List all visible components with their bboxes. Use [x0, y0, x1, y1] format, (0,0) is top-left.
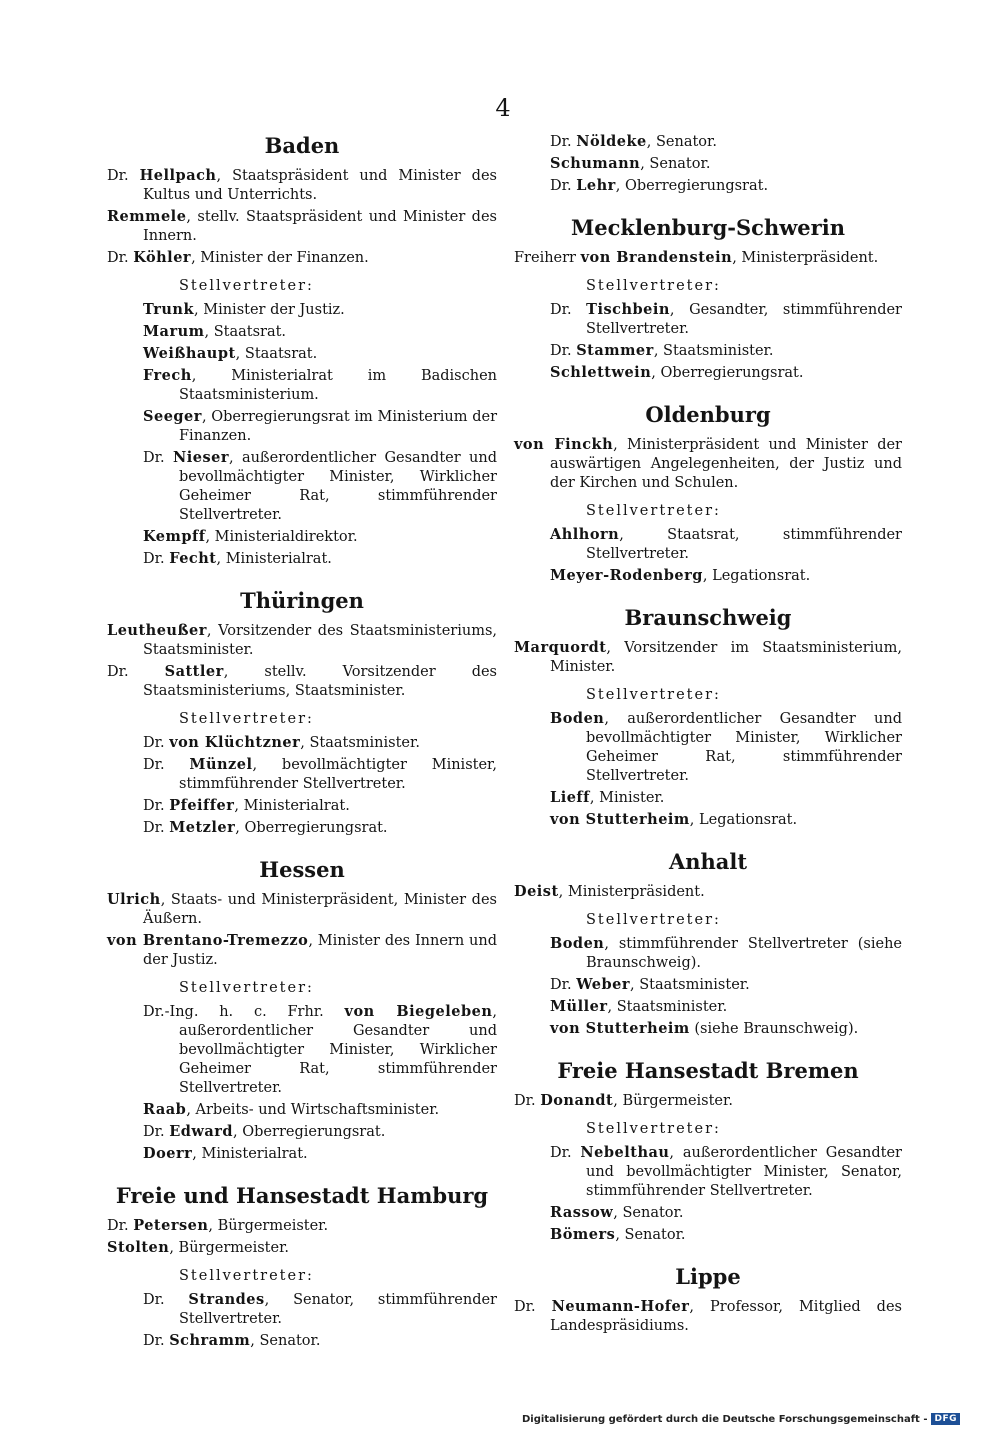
person-entry [107, 662, 497, 701]
person-prefix: Dr. [514, 1093, 541, 1109]
deputies-heading: Stellvertreter: [586, 503, 721, 519]
person-entry [107, 1238, 497, 1258]
state-section [107, 132, 497, 569]
person-entry [143, 322, 497, 342]
person-name: Kempff [143, 528, 206, 545]
person-role: , Ministerialrat. [192, 1146, 308, 1162]
person-name: Nöldeke [576, 133, 647, 150]
person-name: Weber [576, 976, 631, 993]
person-entry [550, 300, 902, 339]
person-name: Lieff [550, 789, 590, 806]
person-prefix: Dr. [143, 1292, 189, 1308]
person-role: , Senator. [615, 1227, 686, 1243]
person-role: , stimmführender Stellvertreter (siehe Braunschweig). [586, 936, 902, 971]
person-entry [143, 1122, 497, 1142]
person-name: von Brandenstein [580, 249, 733, 266]
person-entry [143, 366, 497, 405]
person-name: Deist [514, 883, 559, 900]
person-entry [143, 344, 497, 364]
person-role: , außerordentlicher Gesandter und bevollmächtigter Minister, Wirklicher Geheimer Rat, stimmführender Stellvertreter. [586, 711, 902, 784]
person-entry [550, 1203, 902, 1223]
person-role: , Vorsitzender im Staatsministerium, Minister. [550, 640, 902, 675]
person-prefix: Dr. [143, 1333, 170, 1349]
person-name: Nebelthau [580, 1144, 670, 1161]
state-title: Braunschweig [624, 605, 792, 630]
deputies-heading: Stellvertreter: [586, 912, 721, 928]
person-entry [550, 341, 902, 361]
continued-hamburg-list [514, 132, 902, 196]
person-prefix: Dr. [550, 134, 577, 150]
person-name: Bömers [550, 1226, 616, 1243]
deputies-heading: Stellvertreter: [179, 980, 314, 996]
person-name: Tischbein [586, 301, 670, 318]
person-name: Meyer-Rodenberg [550, 567, 703, 584]
person-role: , Legationsrat. [702, 568, 811, 584]
person-entry [550, 525, 902, 564]
person-name: Nieser [172, 449, 229, 466]
person-role: , Oberregierungsrat im Ministerium der Finanzen. [179, 409, 497, 444]
person-role: , Minister. [589, 790, 665, 806]
state-section [514, 604, 902, 830]
person-role: , Bürgermeister. [208, 1218, 329, 1234]
person-role: , Staatsminister. [607, 999, 728, 1015]
state-title: Mecklenburg-Schwerin [571, 215, 845, 240]
person-name: Lehr [576, 177, 616, 194]
person-name: Strandes [188, 1291, 265, 1308]
right-column [514, 130, 902, 1354]
state-section [514, 848, 902, 1039]
person-entry [550, 788, 902, 808]
state-section [107, 587, 497, 838]
person-entry [514, 248, 902, 268]
person-name: von Brentano-Tremezzo [107, 932, 309, 949]
person-entry [107, 621, 497, 660]
person-entry [107, 931, 497, 970]
person-name: Metzler [169, 819, 236, 836]
person-entry [143, 1100, 497, 1120]
person-role: , Ministerpräsident. [558, 884, 705, 900]
person-name: von Stutterheim [550, 1020, 690, 1037]
person-role: , Staatspräsident und Minister des Kultus und Unterrichts. [143, 168, 497, 203]
person-name: Ulrich [107, 891, 161, 908]
state-title: Hessen [259, 857, 345, 882]
person-role: , Professor, Mitglied des Landespräsidiums. [550, 1299, 902, 1334]
person-entry [550, 975, 902, 995]
page-number: 4 [495, 94, 511, 122]
person-prefix: Dr. [550, 977, 577, 993]
person-role: , Bürgermeister. [169, 1240, 290, 1256]
footer-note [522, 1413, 960, 1425]
person-entry [143, 527, 497, 547]
person-prefix: Dr. [143, 551, 170, 567]
person-prefix: Dr. [514, 1299, 552, 1315]
person-name: Edward [169, 1123, 234, 1140]
person-name: Sattler [164, 663, 224, 680]
person-prefix: Dr. [550, 302, 587, 318]
person-role: , Senator. [613, 1205, 684, 1221]
person-entry [143, 300, 497, 320]
person-role: , Ministerialdirektor. [205, 529, 358, 545]
person-name: Ahlhorn [550, 526, 620, 543]
person-entry [143, 755, 497, 794]
person-entry [107, 1216, 497, 1236]
person-entry [143, 796, 497, 816]
person-role: , außerordentlicher Gesandter und bevollmächtigter Minister, Wirklicher Geheimer Rat, stimmführender Stellvertreter. [179, 1004, 497, 1096]
person-entry [143, 1331, 497, 1351]
person-role: , Ministerialrat im Badischen Staatsministerium. [179, 368, 497, 403]
person-prefix: Dr. [107, 250, 134, 266]
person-name: Pfeiffer [169, 797, 235, 814]
person-name: Köhler [133, 249, 192, 266]
person-prefix: Dr.-Ing. h. c. Frhr. [143, 1004, 345, 1020]
state-section [514, 1057, 902, 1245]
person-entry [550, 566, 902, 586]
person-entry [143, 407, 497, 446]
person-entry [514, 435, 902, 493]
person-prefix: Dr. [107, 1218, 134, 1234]
person-entry [143, 448, 497, 525]
person-role: , Oberregierungsrat. [235, 820, 388, 836]
deputies-heading: Stellvertreter: [586, 278, 721, 294]
person-prefix: Freiherr [514, 250, 581, 266]
deputies-heading: Stellvertreter: [179, 711, 314, 727]
deputies-heading: Stellvertreter: [586, 687, 721, 703]
person-entry [550, 934, 902, 973]
person-role: , Ministerialrat. [216, 551, 332, 567]
person-role: , Ministerpräsident. [732, 250, 879, 266]
state-title: Freie Hansestadt Bremen [557, 1058, 859, 1083]
person-entry [550, 997, 902, 1017]
person-prefix: Dr. [143, 757, 190, 773]
person-name: Trunk [143, 301, 195, 318]
deputies-heading: Stellvertreter: [586, 1121, 721, 1137]
person-prefix: Dr. [550, 343, 577, 359]
person-prefix: Dr. [143, 820, 170, 836]
person-role: , Arbeits- und Wirtschaftsminister. [186, 1102, 440, 1118]
person-role: , stellv. Staatspräsident und Minister des Innern. [143, 209, 497, 244]
person-role: , Bürgermeister. [613, 1093, 733, 1109]
state-section [514, 401, 902, 586]
person-role: , Staatsrat. [235, 346, 318, 362]
person-name: Rassow [550, 1204, 614, 1221]
person-name: Boden [550, 710, 605, 727]
person-prefix: Dr. [550, 1145, 581, 1161]
person-name: Petersen [133, 1217, 209, 1234]
person-name: Marum [143, 323, 205, 340]
person-entry [143, 1144, 497, 1164]
person-role: , Staatsminister. [300, 735, 420, 751]
person-role: , Staats- und Ministerpräsident, Minister des Äußern. [143, 892, 497, 927]
deputies-heading: Stellvertreter: [179, 278, 314, 294]
person-role: , Senator, stimmführender Stellvertreter. [179, 1292, 497, 1327]
person-prefix: Dr. [107, 664, 165, 680]
person-prefix: Dr. [550, 178, 577, 194]
person-entry [143, 549, 497, 569]
person-name: Weißhaupt [143, 345, 236, 362]
person-role: , stellv. Vorsitzender des Staatsministeriums, Staatsminister. [143, 664, 497, 699]
state-title: Thüringen [240, 588, 364, 613]
person-entry [550, 1225, 902, 1245]
person-name: Neumann-Hofer [551, 1298, 690, 1315]
person-prefix: Dr. [143, 1124, 170, 1140]
state-section [107, 1182, 497, 1351]
state-title: Freie und Hansestadt Hamburg [115, 1183, 489, 1208]
person-entry [107, 166, 497, 205]
person-name: Seeger [143, 408, 202, 425]
person-role: , bevollmächtigter Minister, stimmführender Stellvertreter. [179, 757, 497, 792]
person-entry [107, 890, 497, 929]
person-name: Münzel [189, 756, 253, 773]
person-entry [514, 638, 902, 677]
person-entry [550, 1019, 902, 1039]
person-role: , Senator. [646, 134, 717, 150]
state-title: Oldenburg [645, 402, 771, 427]
person-name: von Klüchtzner [169, 734, 301, 751]
person-role: , Ministerialrat. [234, 798, 350, 814]
footer-text: Digitalisierung gefördert durch die Deutsche Forschungsgemeinschaft - [521, 1413, 928, 1425]
person-role: , Oberregierungsrat. [615, 178, 769, 194]
person-name: Schumann [550, 155, 641, 172]
person-name: von Biegeleben [344, 1003, 493, 1020]
person-name: Frech [143, 367, 192, 384]
state-section [514, 214, 902, 383]
person-role: , außerordentlicher Gesandter und bevollmächtigter Minister, Senator, stimmführender Stellvertreter. [586, 1145, 902, 1199]
person-name: Leutheußer [107, 622, 207, 639]
person-role: , Oberregierungsrat. [233, 1124, 386, 1140]
person-role: , Staatsrat, stimmführender Stellvertreter. [586, 527, 902, 562]
person-name: Stolten [107, 1239, 170, 1256]
deputies-heading: Stellvertreter: [179, 1268, 314, 1284]
person-entry [550, 810, 902, 830]
person-name: Hellpach [139, 167, 217, 184]
person-role: , Gesandter, stimmführender Stellvertreter. [586, 302, 902, 337]
person-role: , Minister der Finanzen. [191, 250, 369, 266]
person-name: Doerr [143, 1145, 193, 1162]
person-entry [143, 733, 497, 753]
person-role: , außerordentlicher Gesandter und bevollmächtigter Minister, Wirklicher Geheimer Rat, stimmführender Stellvertreter. [179, 450, 497, 523]
person-entry [550, 1143, 902, 1201]
person-prefix: Dr. [143, 735, 170, 751]
left-column [107, 132, 497, 1369]
state-title: Lippe [675, 1264, 741, 1289]
state-section [514, 1263, 902, 1336]
person-entry [514, 1091, 902, 1111]
person-name: von Stutterheim [550, 811, 690, 828]
state-title: Baden [264, 133, 340, 158]
person-role: , Staatsrat. [204, 324, 287, 340]
person-role: , Oberregierungsrat. [651, 365, 804, 381]
person-name: Donandt [540, 1092, 614, 1109]
person-entry [143, 818, 497, 838]
person-name: Boden [550, 935, 605, 952]
person-prefix: Dr. [143, 450, 173, 466]
person-role: , Legationsrat. [689, 812, 798, 828]
person-name: Raab [143, 1101, 187, 1118]
person-role: , Senator. [640, 156, 711, 172]
person-name: von Finckh [514, 436, 614, 453]
person-name: Marquordt [514, 639, 607, 656]
person-role: (siehe Braunschweig). [689, 1021, 859, 1037]
person-name: Fecht [169, 550, 217, 567]
state-section [107, 856, 497, 1164]
person-role: , Minister des Innern und der Justiz. [143, 933, 497, 968]
person-role: , Ministerpräsident und Minister der auswärtigen Angelegenheiten, der Justiz und der Kirchen und Schulen. [550, 437, 902, 491]
person-entry [550, 363, 902, 383]
person-entry [143, 1290, 497, 1329]
person-entry [550, 154, 902, 174]
person-entry [550, 132, 902, 152]
person-entry [550, 176, 902, 196]
person-entry [514, 882, 902, 902]
person-role: , Vorsitzender des Staatsministeriums, Staatsminister. [143, 623, 497, 658]
person-entry [107, 207, 497, 246]
person-role: , Senator. [250, 1333, 321, 1349]
person-entry [550, 709, 902, 786]
person-prefix: Dr. [143, 798, 170, 814]
dfg-logo: DFG [931, 1413, 960, 1425]
person-name: Schramm [169, 1332, 251, 1349]
person-prefix: Dr. [107, 168, 140, 184]
state-title: Anhalt [668, 849, 748, 874]
person-role: , Minister der Justiz. [194, 302, 345, 318]
person-role: , Staatsminister. [630, 977, 750, 993]
person-name: Remmele [107, 208, 187, 225]
person-entry [107, 248, 497, 268]
person-name: Stammer [576, 342, 654, 359]
person-entry [514, 1297, 902, 1336]
person-entry [143, 1002, 497, 1098]
person-name: Müller [550, 998, 608, 1015]
person-name: Schlettwein [550, 364, 652, 381]
person-role: , Staatsminister. [653, 343, 774, 359]
